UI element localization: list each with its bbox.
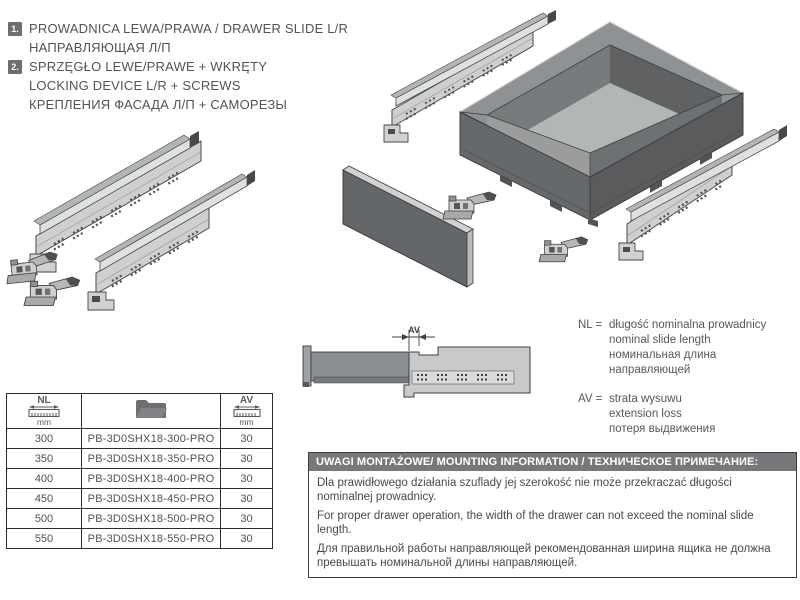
av-value: 30 — [221, 529, 273, 549]
av-value: 30 — [221, 509, 273, 529]
nl-label: NL — [37, 395, 51, 406]
av-value: 30 — [221, 469, 273, 489]
av-unit: mm — [239, 417, 254, 427]
nl-term: NL = — [578, 319, 603, 331]
legend-line: КРЕПЛЕНИЯ ФАСАДА Л/П + САМОРЕЗЫ — [29, 97, 288, 112]
table-row — [7, 429, 273, 449]
abbreviation-definitions — [578, 318, 766, 437]
table-row — [7, 449, 273, 469]
nl-definition — [578, 318, 766, 378]
av-value: 30 — [221, 429, 273, 449]
parts-legend — [8, 19, 348, 114]
part-number: PB-3D0SHX18-300-PRO — [82, 429, 221, 449]
item-number-badge: 1. — [8, 22, 22, 36]
nl-value: 300 — [7, 429, 82, 449]
locking-clip-illustration — [539, 237, 588, 262]
part-number: PB-3D0SHX18-450-PRO — [82, 489, 221, 509]
definition-line: номинальная длина — [609, 349, 717, 361]
note-english: For proper drawer operation, the width of the drawer can not exceed the nominal slide length. — [317, 510, 754, 536]
legend-line: SPRZĘGŁO LEWE/PRAWE + WKRĘTY — [29, 59, 268, 74]
table-row — [7, 509, 273, 529]
definition-line: направляющей — [609, 364, 691, 376]
legend-line: LOCKING DEVICE L/R + SCREWS — [29, 78, 241, 93]
nl-value: 350 — [7, 449, 82, 469]
locking-clip-illustration — [443, 192, 496, 219]
legend-item-1 — [8, 19, 348, 57]
part-number: PB-3D0SHX18-500-PRO — [82, 509, 221, 529]
mounting-information-header: UWAGI MONTAŻOWE/ MOUNTING INFORMATION / ТЕХНИЧЕСКОЕ ПРИМЕЧАНИЕ: — [309, 453, 796, 471]
locking-clip-illustration — [24, 277, 80, 305]
legend-line: НАПРАВЛЯЮЩАЯ Л/П — [29, 40, 171, 55]
parts-table — [6, 393, 273, 549]
av-definition — [578, 392, 766, 437]
front-panel-illustration — [343, 166, 473, 287]
nl-value: 500 — [7, 509, 82, 529]
av-value: 30 — [221, 449, 273, 469]
part-number: PB-3D0SHX18-550-PRO — [82, 529, 221, 549]
part-number: PB-3D0SHX18-350-PRO — [82, 449, 221, 469]
av-term: AV = — [578, 393, 603, 405]
definition-line: strata wysuwu — [609, 393, 682, 405]
nl-unit: mm — [36, 417, 52, 427]
av-column-header — [221, 396, 272, 426]
legend-line: PROWADNICA LEWA/PRAWA / DRAWER SLIDE L/R — [29, 21, 349, 36]
table-header-row — [7, 394, 273, 429]
definition-line: потеря выдвижения — [609, 423, 716, 435]
table-row — [7, 489, 273, 509]
table-row — [7, 469, 273, 489]
mounting-information-body — [309, 471, 796, 577]
part-number: PB-3D0SHX18-400-PRO — [82, 469, 221, 489]
item-number-badge: 2. — [8, 60, 22, 74]
av-value: 30 — [221, 489, 273, 509]
av-dimension-label: AV — [408, 325, 420, 335]
definition-line: nominal slide length — [609, 334, 711, 346]
mounting-information-box — [308, 452, 797, 578]
note-polish: Dla prawidłowego działania szuflady jej szerokość nie może przekraczać długości nominalnej prowadnicy. — [317, 477, 732, 503]
definition-line: extension loss — [609, 408, 682, 420]
legend-item-2 — [8, 57, 348, 114]
nl-value: 450 — [7, 489, 82, 509]
extension-loss-diagram — [303, 325, 530, 397]
definition-line: długość nominalna prowadnicy — [609, 319, 767, 331]
av-label: AV — [239, 395, 254, 406]
folder-icon — [134, 397, 168, 421]
nl-value: 550 — [7, 529, 82, 549]
table-row — [7, 529, 273, 549]
note-russian: Для правильной работы направляющей рекомендованная ширина ящика не должна превышать номинальной длины направляющей. — [317, 543, 771, 569]
nl-column-header — [7, 396, 81, 426]
nl-value: 400 — [7, 469, 82, 489]
